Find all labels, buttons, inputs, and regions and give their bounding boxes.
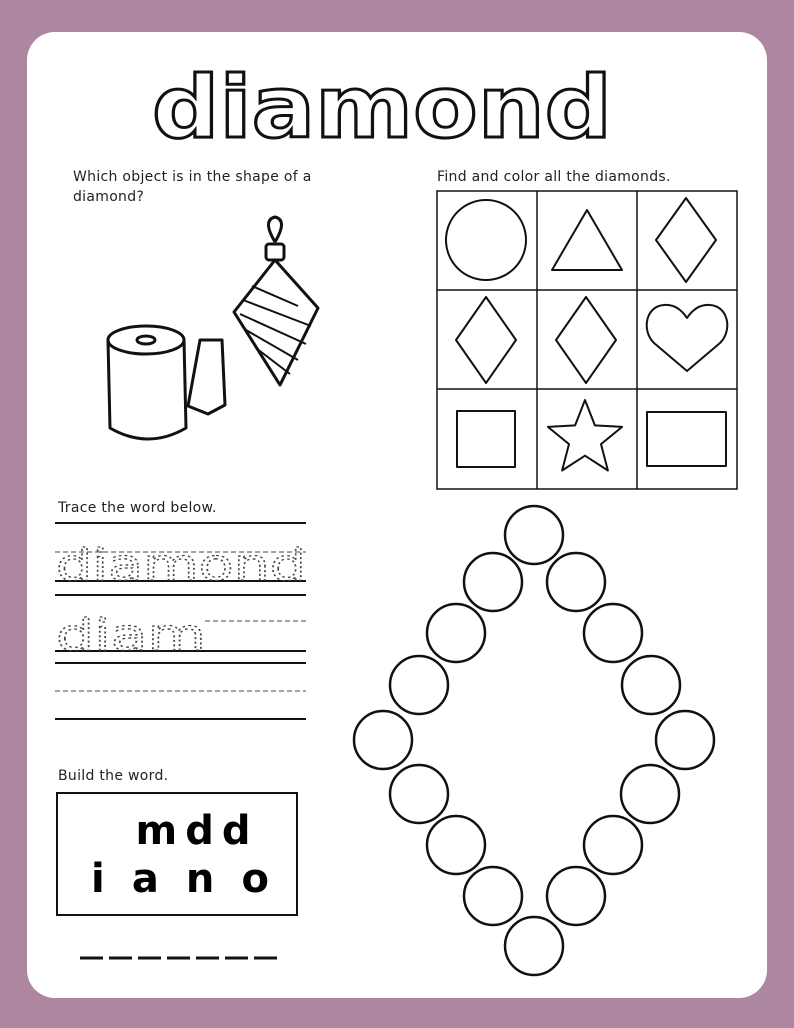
dot-circle[interactable] bbox=[390, 656, 448, 714]
dot-circle[interactable] bbox=[621, 765, 679, 823]
ornament-icon[interactable] bbox=[234, 217, 318, 385]
dot-circle[interactable] bbox=[354, 711, 412, 769]
object-illustrations bbox=[100, 210, 340, 460]
paper-towel-roll-icon[interactable] bbox=[108, 326, 225, 439]
dot-circle[interactable] bbox=[427, 604, 485, 662]
letter-tiles bbox=[56, 792, 298, 916]
dot-circle[interactable] bbox=[547, 867, 605, 925]
trace-word-full[interactable]: diamond bbox=[56, 540, 306, 591]
color-instruction: Find and color all the diamonds. bbox=[437, 169, 671, 185]
grid-circle-shape[interactable] bbox=[446, 200, 526, 280]
trace-word-partial[interactable]: diam bbox=[56, 610, 206, 661]
page-title: diamond bbox=[152, 58, 612, 158]
grid-rectangle-shape[interactable] bbox=[647, 412, 726, 466]
trace-instruction: Trace the word below. bbox=[58, 500, 217, 516]
answer-blanks[interactable] bbox=[78, 950, 283, 962]
letters-bottom-row[interactable]: i a n o bbox=[91, 856, 269, 902]
letters-top-row[interactable]: m d d bbox=[135, 808, 251, 854]
dot-circle[interactable] bbox=[547, 553, 605, 611]
dot-circle[interactable] bbox=[464, 867, 522, 925]
dot-circle[interactable] bbox=[622, 656, 680, 714]
object-question: Which object is in the shape of a diamond? bbox=[73, 169, 312, 205]
dot-circle[interactable] bbox=[584, 816, 642, 874]
title-bubble-letters bbox=[0, 0, 794, 160]
tracing-lines bbox=[50, 515, 320, 730]
dot-circle[interactable] bbox=[584, 604, 642, 662]
shape-grid bbox=[436, 190, 738, 490]
dot-circle[interactable] bbox=[505, 506, 563, 564]
build-instruction: Build the word. bbox=[58, 768, 169, 784]
dot-circle[interactable] bbox=[390, 765, 448, 823]
dot-circle[interactable] bbox=[505, 917, 563, 975]
dot-circle[interactable] bbox=[464, 553, 522, 611]
grid-square-shape[interactable] bbox=[457, 411, 515, 467]
dot-circle[interactable] bbox=[656, 711, 714, 769]
dot-diamond bbox=[340, 495, 730, 985]
dot-circle[interactable] bbox=[427, 816, 485, 874]
